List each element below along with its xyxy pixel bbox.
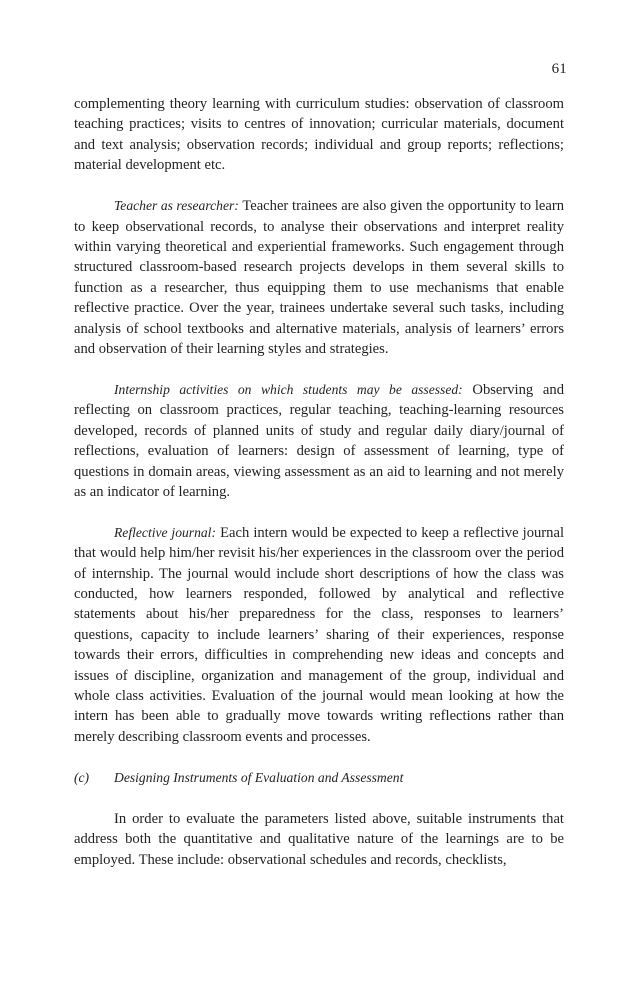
paragraph-curriculum-studies — [74, 94, 564, 176]
paragraph-internship-activities — [74, 380, 564, 502]
page-number: 61 — [551, 61, 567, 77]
section-title: Designing Instruments of Evaluation and Assessment — [114, 769, 404, 785]
paragraph-text: In order to evaluate the parameters listed above, suitable instruments that address both the quantitative and qualitative nature of the learnings are to be employed. These include: observational schedules and records, checklists, — [74, 810, 564, 868]
page-body — [74, 94, 564, 890]
paragraph-lead: Reflective journal: — [114, 524, 216, 540]
paragraph-text: Each intern would be expected to keep a reflective journal that would help him/her revisit his/her experiences in the classroom over the period of internship. The journal would include short descriptions of how the class was conducted, how learners responded, followed by analytical and reflective statements about his/her preparedness for the class, responses to learners’ questions, capacity to include learners’ sharing of their experiences, response towards their errors, difficulties in comprehending new ideas and concepts and issues of discipline, organization and management of the group, individual and whole class activities. Evaluation of the journal would mean looking at how the intern has been able to gradually move towards writing reflections rather than merely describing classroom events and processes. — [74, 524, 564, 745]
paragraph-lead: Internship activities on which students may be assessed: — [114, 381, 463, 397]
paragraph-text: Observing and reflecting on classroom practices, regular teaching, teaching-learning resources developed, records of planned units of study and regular daily diary/journal of reflections, evaluation of learners: design of assessment of learning, type of questions in domain areas, viewing assessment as an aid to learning and not merely as an indicator of learning. — [74, 381, 564, 500]
paragraph-teacher-as-researcher — [74, 196, 564, 359]
paragraph-evaluation-instruments — [74, 809, 564, 870]
paragraph-text: Teacher trainees are also given the opportunity to learn to keep observational records, to analyse their observations and interpret reality within varying theoretical and experiential frameworks. Such engagement through structured classroom-based research projects develops in them several skills to function as a researcher, thus equipping them to use mechanisms that enable reflective practice. Over the year, trainees undertake several such tasks, including analysis of school textbooks and alternative materials, analysis of learners’ errors and observation of their learning styles and strategies. — [74, 198, 564, 357]
section-heading — [74, 768, 564, 788]
paragraph-text: complementing theory learning with curriculum studies: observation of classroom teaching practices; visits to centres of innovation; curricular materials, document and text analysis; observation records; individual and group reports; reflections; material development etc. — [74, 96, 564, 174]
paragraph-reflective-journal — [74, 523, 564, 747]
section-letter: (c) — [74, 769, 90, 785]
paragraph-lead: Teacher as researcher: — [114, 198, 239, 214]
